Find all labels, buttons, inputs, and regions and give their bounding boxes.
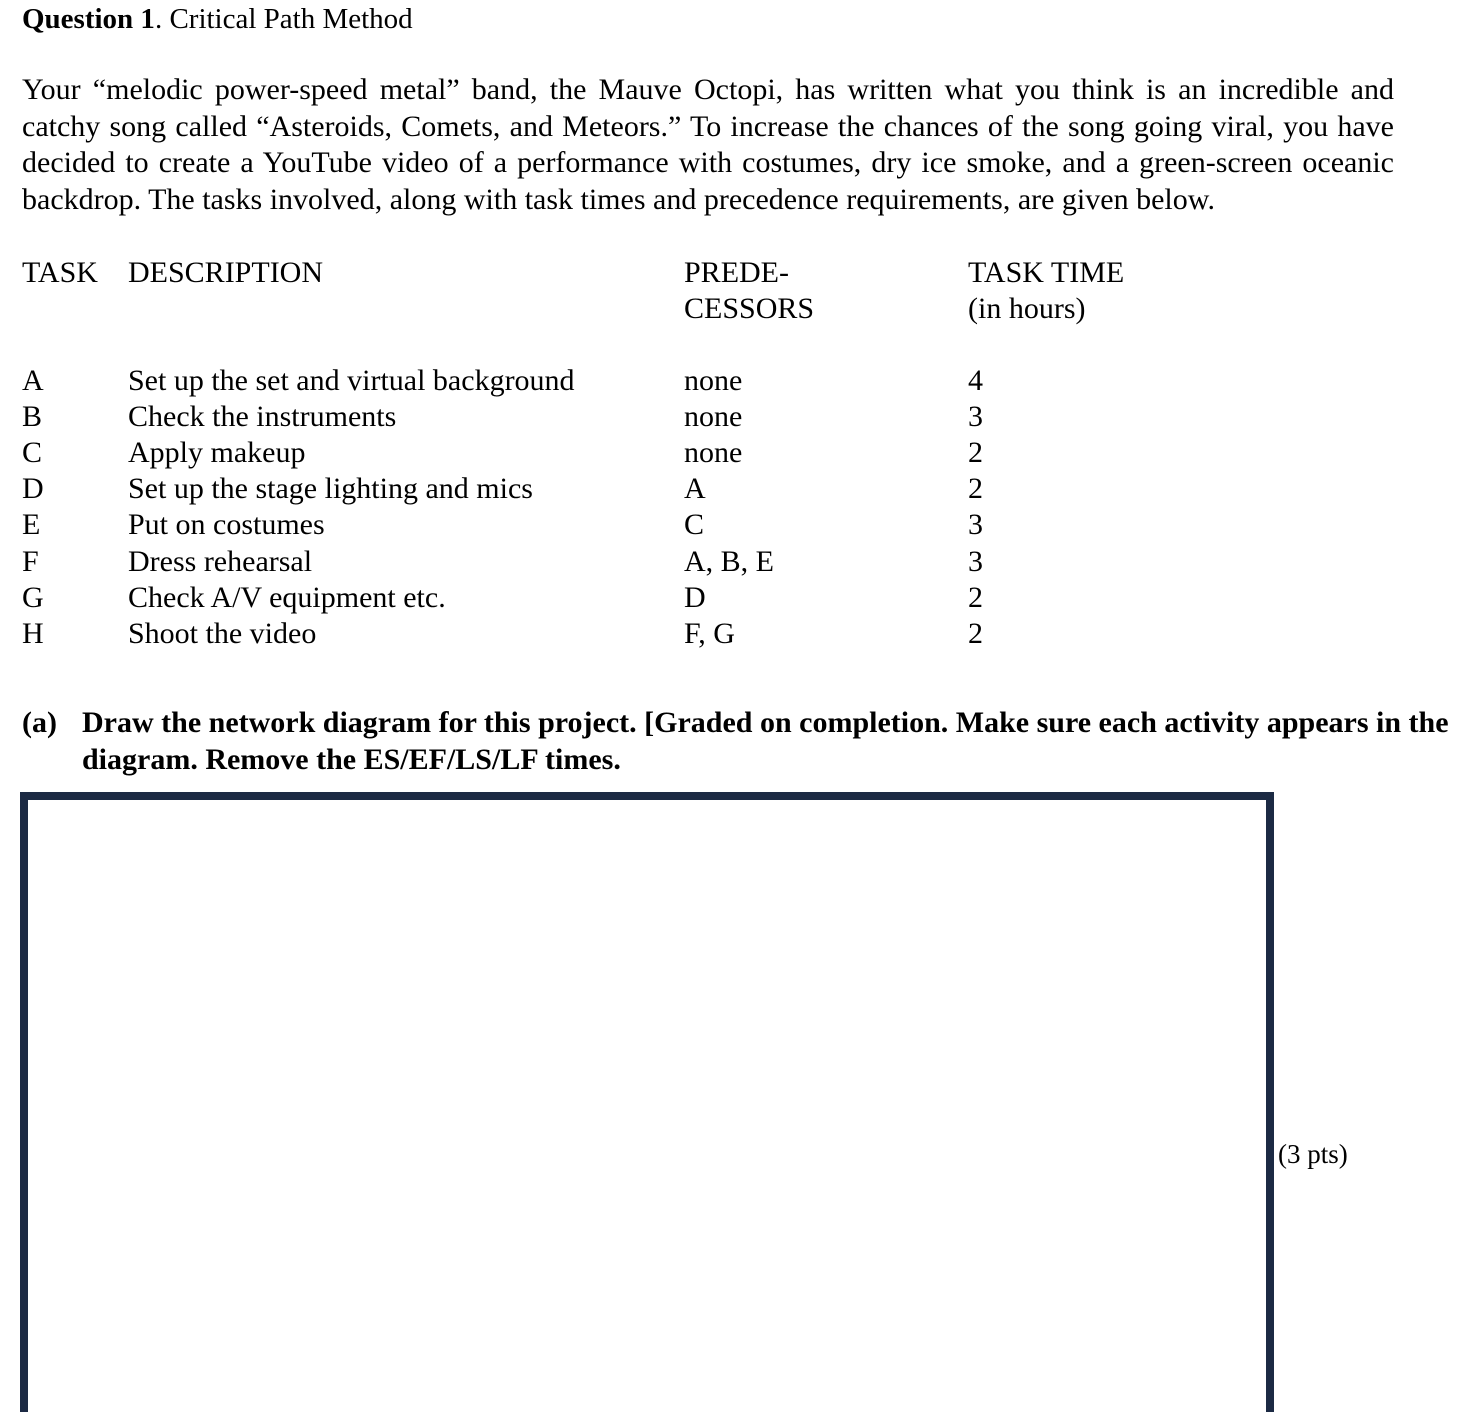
row-description: Put on costumes xyxy=(128,508,325,541)
header-time-line1: TASK TIME xyxy=(968,256,1125,289)
row-predecessors: C xyxy=(684,508,705,541)
question-topic: . Critical Path Method xyxy=(154,3,413,35)
row-time: 2 xyxy=(968,581,983,614)
row-description: Check the instruments xyxy=(128,400,397,433)
question-number: Question 1 xyxy=(22,3,155,35)
row-time: 4 xyxy=(968,364,983,397)
row-predecessors: none xyxy=(684,436,743,469)
row-description: Set up the stage lighting and mics xyxy=(128,472,533,505)
points-label: (3 pts) xyxy=(1278,1139,1348,1169)
row-time: 3 xyxy=(968,545,983,578)
row-predecessors: none xyxy=(684,364,743,397)
header-description: DESCRIPTION xyxy=(128,256,324,289)
row-predecessors: none xyxy=(684,400,743,433)
part-a-text: Draw the network diagram for this project. [Graded on completion. Make sure each activity appears in the diagram. Remove the ES/EF/LS/LF times. xyxy=(82,706,1449,776)
row-task: B xyxy=(22,400,43,433)
row-description: Check A/V equipment etc. xyxy=(128,581,446,614)
row-task: C xyxy=(22,436,43,469)
row-description: Apply makeup xyxy=(128,436,306,469)
row-description: Dress rehearsal xyxy=(128,545,313,578)
header-task: TASK xyxy=(22,256,98,289)
row-task: E xyxy=(22,508,41,541)
row-time: 2 xyxy=(968,436,983,469)
row-task: H xyxy=(22,617,44,650)
row-task: F xyxy=(22,545,39,578)
header-predecessors-line1: PREDE- xyxy=(684,256,789,289)
intro-paragraph: Your “melodic power-speed metal” band, the Mauve Octopi, has written what you think is an incredible and catchy song called “Asteroids, Comets, and Meteors.” To increase the chances of the song going viral, you have decided to create a YouTube video of a performance with costumes, dry ice smoke, and a green-screen oceanic backdrop. The tasks involved, along with task times and precedence requirements, are given below. xyxy=(22,73,1394,216)
row-task: A xyxy=(22,364,44,397)
row-task: D xyxy=(22,472,44,505)
row-predecessors: A, B, E xyxy=(684,545,774,578)
row-description: Set up the set and virtual background xyxy=(128,364,575,397)
row-predecessors: F, G xyxy=(684,617,735,650)
row-description: Shoot the video xyxy=(128,617,317,650)
answer-box[interactable] xyxy=(20,792,1274,1412)
header-time-line2: (in hours) xyxy=(968,292,1086,325)
row-time: 2 xyxy=(968,617,983,650)
row-time: 3 xyxy=(968,400,983,433)
row-time: 2 xyxy=(968,472,983,505)
part-a-label: (a) xyxy=(22,706,57,739)
row-time: 3 xyxy=(968,508,983,541)
header-predecessors-line2: CESSORS xyxy=(684,292,815,325)
row-predecessors: A xyxy=(684,472,706,505)
row-predecessors: D xyxy=(684,581,706,614)
row-task: G xyxy=(22,581,44,614)
question-title xyxy=(22,0,413,38)
